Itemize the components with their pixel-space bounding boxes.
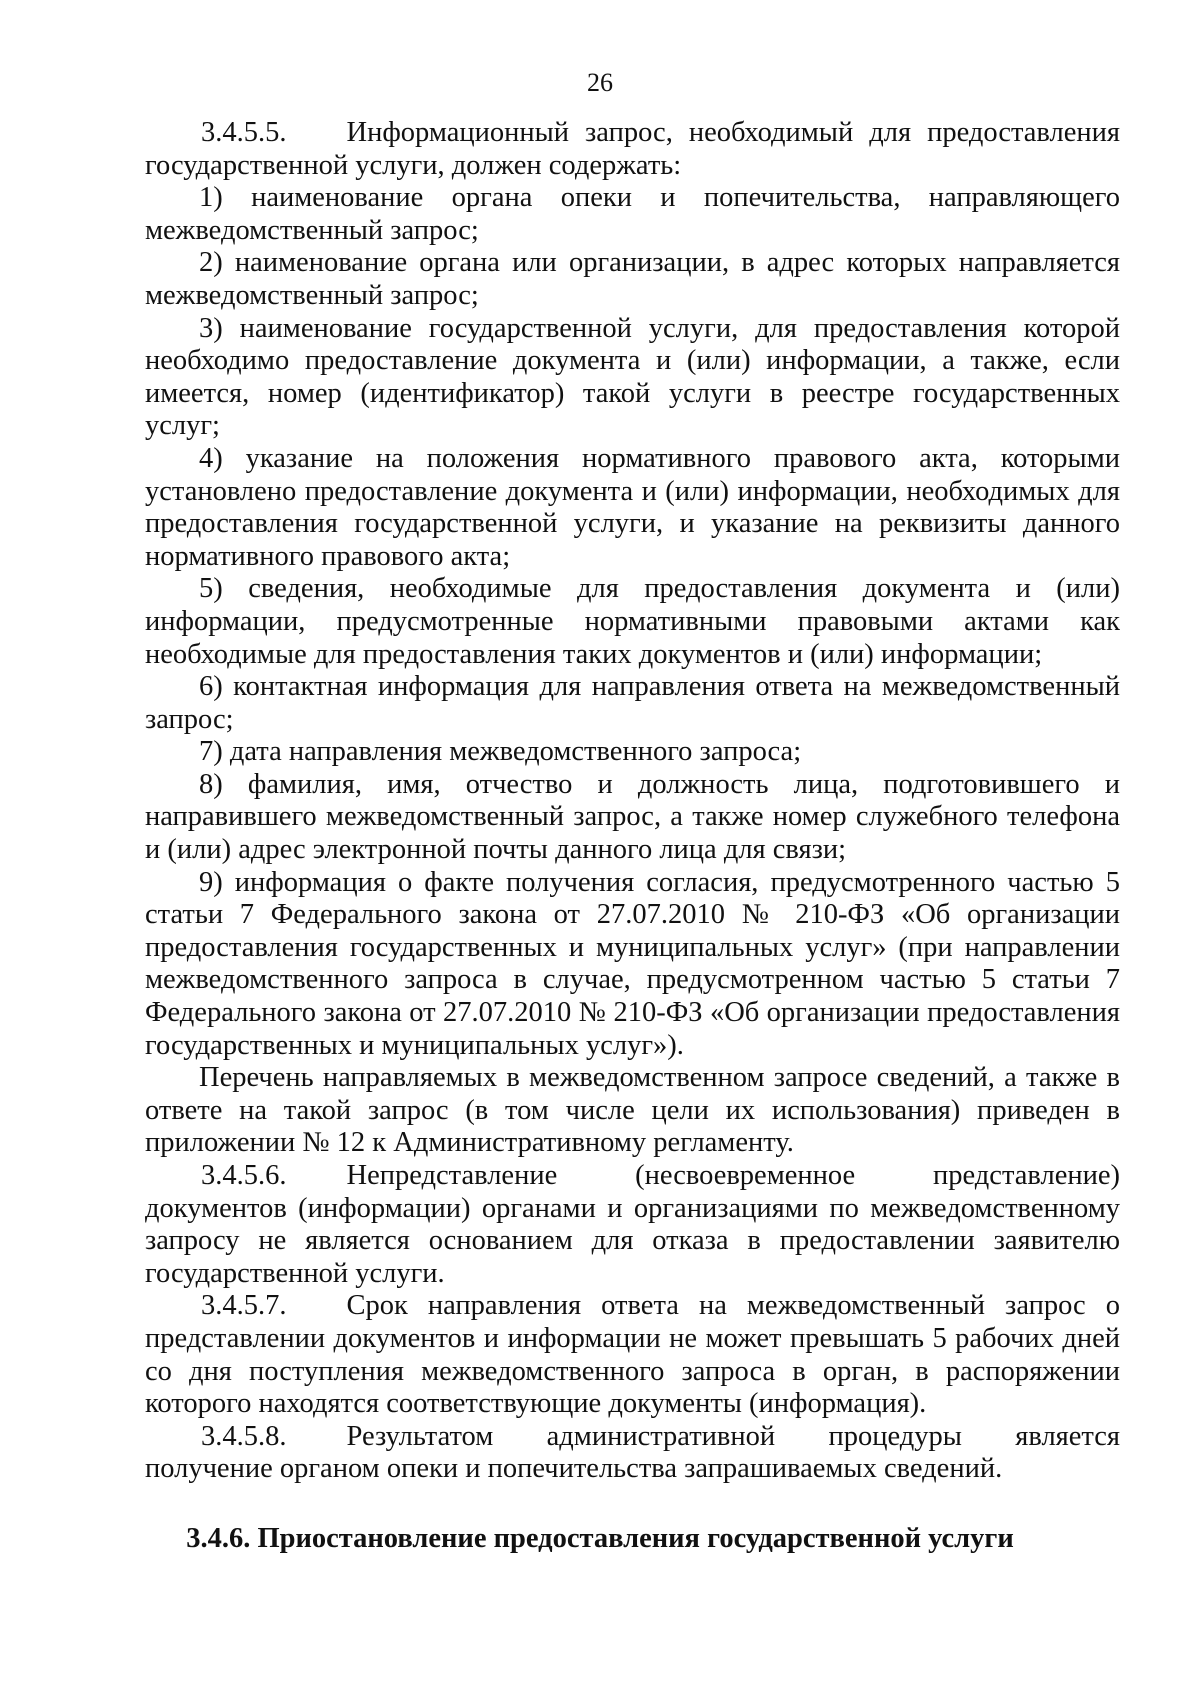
list-item-4: 4) указание на положения нормативного правового акта, которыми установлено предоставление документа и (или) информации, необходимых для предоставления государственной услуги, и указание на реквизиты данного нормативного правового акта; — [145, 442, 1120, 572]
list-item-3: 3) наименование государственной услуги, для предоставления которой необходимо предоставление документа и (или) информации, а также, если имеется, номер (идентификатор) такой услуги в реестре государственных услуг; — [145, 312, 1120, 442]
document-body — [145, 117, 1120, 1486]
clause-3-4-5-8-first-line — [145, 1421, 1120, 1454]
clause-3-4-5-5-first-line — [145, 117, 1120, 150]
clause-3-4-5-6-first-line — [145, 1160, 1120, 1193]
clause-first-line: Результатом административной процедуры является — [346, 1420, 1120, 1452]
clause-3-4-5-6-text: документов (информации) органами и организациями по межведомственному запросу не является основанием для отказа в предоставлении заявителю государственной услуги. — [145, 1192, 1120, 1289]
clause-3-4-5-7-text: представлении документов и информации не может превышать 5 рабочих дней со дня поступления межведомственного запроса в орган, в распоряжении которого находятся соответствующие документы (информация). — [145, 1322, 1120, 1420]
page-number: 26 — [587, 68, 613, 97]
list-paragraph: Перечень направляемых в межведомственном запросе сведений, а также в ответе на такой запрос (в том числе цели их использования) приведен в приложении № 12 к Административному регламенту. — [145, 1062, 1120, 1159]
clause-3-4-5-5-text: государственной услуги, должен содержать: — [145, 149, 682, 181]
clause-number: 3.4.5.7. — [201, 1290, 287, 1322]
list-item-2: 2) наименование органа или организации, в адрес которых направляется межведомственный запрос; — [145, 247, 1120, 311]
list-item-6: 6) контактная информация для направления ответа на межведомственный запрос; — [145, 671, 1120, 735]
list-item-8: 8) фамилия, имя, отчество и должность лица, подготовившего и направившего межведомственный запрос, а также номер служебного телефона и (или) адрес электронной почты данного лица для связи; — [145, 768, 1120, 866]
clause-3-4-5-7-first-line — [145, 1290, 1120, 1323]
clause-first-line: Информационный запрос, необходимый для предоставления — [346, 117, 1120, 148]
section-heading: 3.4.6. Приостановление предоставления государственной услуги — [186, 1523, 1014, 1554]
clause-number: 3.4.5.8. — [201, 1420, 287, 1452]
clause-number: 3.4.5.5. — [201, 117, 287, 148]
list-item-1: 1) наименование органа опеки и попечительства, направляющего межведомственный запрос; — [145, 182, 1120, 246]
clause-first-line: Срок направления ответа на межведомственный запрос о — [346, 1290, 1120, 1322]
clause-number: 3.4.5.6. — [201, 1160, 287, 1191]
list-item-9: 9) информация о факте получения согласия, предусмотренного частью 5 статьи 7 Федерального закона от 27.07.2010 № 210-ФЗ «Об организации предоставления государственных и муниципальных услуг» (при направлении межведомственного запроса в случае, предусмотренном частью 5 статьи 7 Федерального закона от 27.07.2010 № 210-ФЗ «Об организации предоставления государственных и муниципальных услуг»). — [145, 866, 1120, 1061]
list-item-5: 5) сведения, необходимые для предоставления документа и (или) информации, предусмотренные нормативными правовыми актами как необходимые для предоставления таких документов и (или) информации; — [145, 573, 1120, 670]
list-item-7: 7) дата направления межведомственного запроса; — [199, 736, 802, 768]
clause-first-line: Непредставление (несвоевременное представление) — [346, 1160, 1120, 1191]
clause-3-4-5-8-text: получение органом опеки и попечительства запрашиваемых сведений. — [145, 1453, 1003, 1485]
